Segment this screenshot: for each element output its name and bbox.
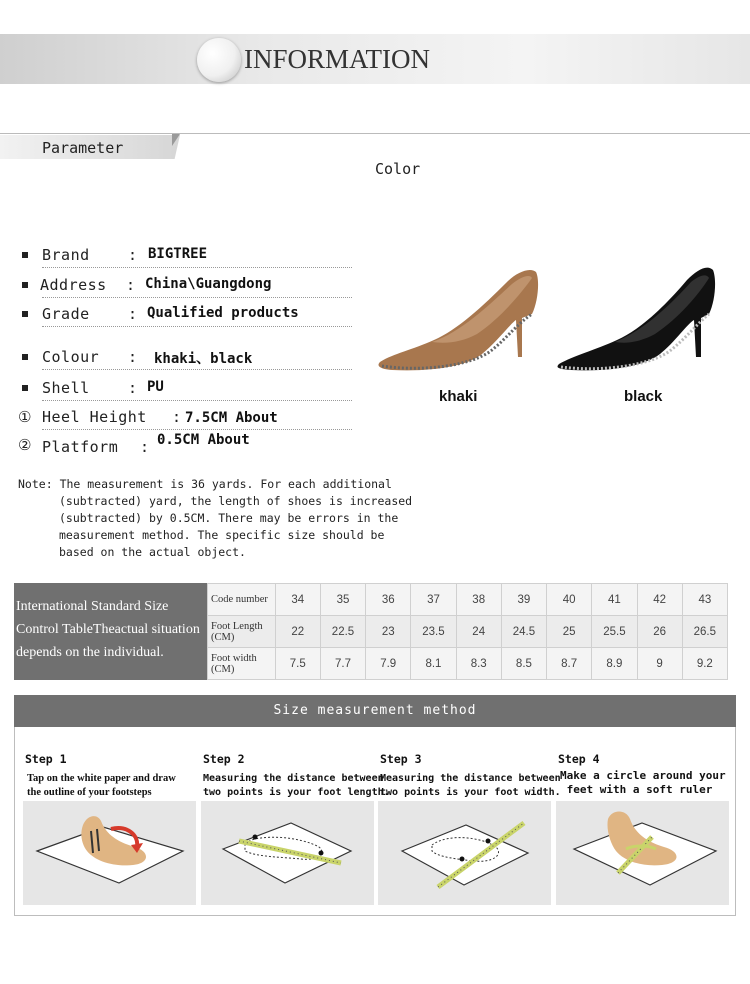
row-header: Foot Length (CM) bbox=[208, 616, 276, 648]
step-4-heading: Step 4 bbox=[558, 752, 600, 766]
step-text-line: feet with a soft ruler bbox=[560, 783, 713, 796]
step-2-heading: Step 2 bbox=[203, 752, 245, 766]
step-1-text bbox=[27, 772, 176, 800]
dotted-divider bbox=[42, 326, 352, 327]
table-cell: 26.5 bbox=[682, 616, 727, 648]
param-key: Shell bbox=[42, 379, 90, 397]
table-cell: 24 bbox=[456, 616, 501, 648]
table-row-code-number bbox=[208, 584, 728, 616]
bullet-icon bbox=[22, 311, 28, 317]
header-circle-emblem bbox=[197, 38, 241, 82]
table-cell: 8.9 bbox=[592, 648, 637, 680]
table-cell: 8.3 bbox=[456, 648, 501, 680]
table-cell: 34 bbox=[275, 584, 320, 616]
note-line: measurement method. The specific size should be bbox=[59, 528, 385, 542]
note-line: based on the actual object. bbox=[59, 545, 246, 559]
note-line: The measurement is 36 yards. For each additional bbox=[59, 477, 392, 491]
dotted-divider bbox=[42, 267, 352, 268]
table-cell: 43 bbox=[682, 584, 727, 616]
measurement-method-title: Size measurement method bbox=[273, 703, 477, 718]
table-cell: 36 bbox=[366, 584, 411, 616]
color-heading: Color bbox=[375, 160, 421, 178]
step-4-illustration bbox=[556, 801, 729, 905]
table-cell: 26 bbox=[637, 616, 682, 648]
step-text-line: the outline of your footsteps bbox=[27, 787, 152, 798]
step-1-heading: Step 1 bbox=[25, 752, 67, 766]
table-cell: 9.2 bbox=[682, 648, 727, 680]
note-prefix: Note: bbox=[18, 477, 53, 491]
param-value: Qualified products bbox=[147, 305, 299, 321]
khaki-shoe-image bbox=[372, 262, 544, 374]
param-row-grade bbox=[22, 305, 352, 327]
step-3-text bbox=[380, 772, 561, 800]
param-value: khaki、black bbox=[154, 351, 253, 367]
param-row-shell bbox=[22, 379, 352, 401]
step-3-heading: Step 3 bbox=[380, 752, 422, 766]
step-text-line: two points is your foot length. bbox=[203, 787, 390, 798]
measurement-note bbox=[18, 476, 418, 561]
table-cell: 8.7 bbox=[547, 648, 592, 680]
param-row-address bbox=[22, 276, 352, 298]
param-sep: : bbox=[126, 276, 136, 294]
size-title-line: depends on the individual. bbox=[16, 645, 164, 660]
param-sep: : bbox=[128, 246, 138, 264]
param-sep: : bbox=[128, 379, 138, 397]
size-chart bbox=[14, 583, 728, 680]
row-header: Foot width (CM) bbox=[208, 648, 276, 680]
dotted-divider bbox=[42, 400, 352, 401]
param-key: Address bbox=[40, 276, 107, 294]
size-table bbox=[207, 583, 728, 680]
param-value: BIGTREE bbox=[148, 246, 208, 262]
parameter-tab-corner bbox=[172, 134, 180, 146]
table-cell: 23.5 bbox=[411, 616, 456, 648]
table-cell: 25 bbox=[547, 616, 592, 648]
param-value: 7.5CM About bbox=[185, 410, 278, 426]
parameter-tab-label: Parameter bbox=[42, 139, 124, 157]
size-title-line: Control TableTheactual situation bbox=[16, 622, 200, 637]
param-row-platform bbox=[18, 432, 352, 458]
param-key: Heel Height bbox=[42, 408, 147, 426]
bullet-icon bbox=[22, 252, 28, 258]
param-key: Colour bbox=[42, 348, 100, 366]
table-cell: 7.9 bbox=[366, 648, 411, 680]
divider bbox=[0, 133, 750, 134]
table-cell: 24.5 bbox=[501, 616, 546, 648]
table-cell: 22 bbox=[275, 616, 320, 648]
size-chart-title bbox=[14, 583, 207, 680]
step-text-line: two points is your foot width. bbox=[380, 787, 561, 798]
circled-number-one: ① bbox=[18, 408, 32, 426]
param-key: Platform bbox=[42, 438, 119, 456]
table-cell: 23 bbox=[366, 616, 411, 648]
black-shoe-image bbox=[555, 262, 723, 374]
table-cell: 7.7 bbox=[320, 648, 365, 680]
table-cell: 42 bbox=[637, 584, 682, 616]
table-cell: 25.5 bbox=[592, 616, 637, 648]
param-sep: : bbox=[128, 305, 138, 323]
size-title-line: International Standard Size bbox=[16, 599, 169, 614]
black-label: black bbox=[624, 388, 663, 405]
table-cell: 8.5 bbox=[501, 648, 546, 680]
param-sep: : bbox=[128, 348, 138, 366]
dotted-divider bbox=[42, 369, 352, 370]
param-row-brand bbox=[22, 246, 352, 268]
table-cell: 41 bbox=[592, 584, 637, 616]
table-cell: 9 bbox=[637, 648, 682, 680]
param-row-heel-height bbox=[18, 408, 352, 430]
param-value: PU bbox=[147, 379, 164, 395]
step-4-text bbox=[560, 769, 726, 797]
param-value: China\Guangdong bbox=[145, 276, 272, 292]
note-line: (subtracted) by 0.5CM. There may be errors in the bbox=[59, 511, 399, 525]
table-cell: 38 bbox=[456, 584, 501, 616]
circled-number-two: ② bbox=[18, 436, 32, 454]
table-row-foot-length bbox=[208, 616, 728, 648]
bullet-icon bbox=[22, 282, 28, 288]
param-key: Brand bbox=[42, 246, 90, 264]
bullet-icon bbox=[22, 354, 28, 360]
dotted-divider bbox=[42, 429, 352, 430]
step-2-text bbox=[203, 772, 390, 800]
param-value: 0.5CM About bbox=[157, 432, 250, 448]
step-2-illustration bbox=[201, 801, 374, 905]
step-text-line: Make a circle around your bbox=[560, 769, 726, 782]
table-cell: 35 bbox=[320, 584, 365, 616]
step-1-illustration bbox=[23, 801, 196, 905]
param-sep: : bbox=[140, 438, 150, 456]
step-text-line: Measuring the distance between bbox=[203, 773, 384, 784]
table-cell: 37 bbox=[411, 584, 456, 616]
param-sep: : bbox=[172, 408, 182, 426]
table-cell: 39 bbox=[501, 584, 546, 616]
dotted-divider bbox=[42, 297, 352, 298]
note-line: (subtracted) yard, the length of shoes is increased bbox=[59, 494, 413, 508]
khaki-label: khaki bbox=[439, 388, 478, 405]
param-row-colour bbox=[22, 348, 352, 370]
table-cell: 22.5 bbox=[320, 616, 365, 648]
step-text-line: Tap on the white paper and draw bbox=[27, 773, 176, 784]
table-cell: 40 bbox=[547, 584, 592, 616]
bullet-icon bbox=[22, 385, 28, 391]
row-header: Code number bbox=[208, 584, 276, 616]
step-3-illustration bbox=[378, 801, 551, 905]
table-row-foot-width bbox=[208, 648, 728, 680]
page-title: INFORMATION bbox=[244, 44, 431, 74]
step-text-line: Measuring the distance between bbox=[380, 773, 561, 784]
table-cell: 7.5 bbox=[275, 648, 320, 680]
param-key: Grade bbox=[42, 305, 90, 323]
table-cell: 8.1 bbox=[411, 648, 456, 680]
